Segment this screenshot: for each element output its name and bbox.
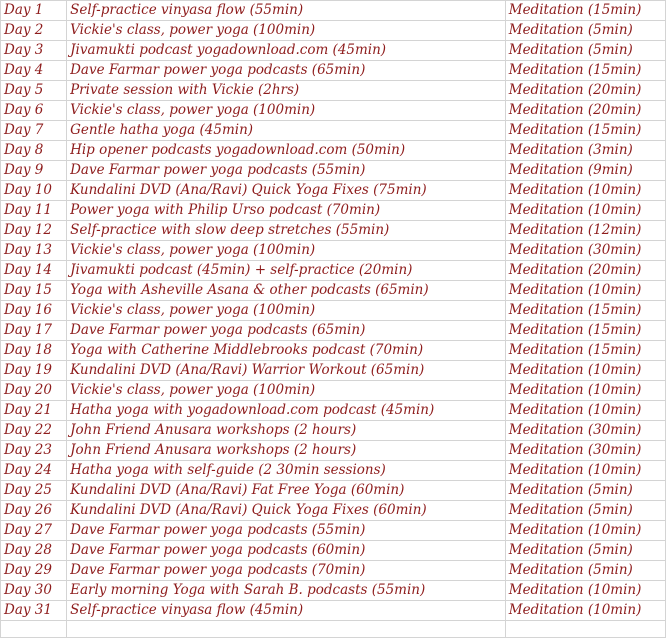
meditation-cell[interactable]: Meditation (20min) xyxy=(505,81,665,101)
table-row xyxy=(1,201,666,221)
table-row xyxy=(1,381,666,401)
meditation-cell[interactable]: Meditation (15min) xyxy=(505,341,665,361)
day-cell[interactable]: Day 16 xyxy=(1,301,67,321)
table-row xyxy=(1,441,666,461)
activity-cell[interactable]: Yoga with Catherine Middlebrooks podcast (70min) xyxy=(67,341,506,361)
activity-cell[interactable]: Jivamukti podcast (45min) + self-practice (20min) xyxy=(67,261,506,281)
table-row xyxy=(1,361,666,381)
activity-cell[interactable]: Vickie's class, power yoga (100min) xyxy=(67,101,506,121)
meditation-cell[interactable]: Meditation (10min) xyxy=(505,281,665,301)
table-row xyxy=(1,301,666,321)
day-cell[interactable]: Day 1 xyxy=(1,1,67,21)
table-row xyxy=(1,141,666,161)
activity-cell[interactable]: Self-practice vinyasa flow (55min) xyxy=(67,1,506,21)
meditation-cell[interactable]: Meditation (5min) xyxy=(505,481,665,501)
meditation-cell[interactable]: Meditation (10min) xyxy=(505,181,665,201)
meditation-cell[interactable]: Meditation (9min) xyxy=(505,161,665,181)
activity-cell[interactable]: Dave Farmar power yoga podcasts (55min) xyxy=(67,161,506,181)
grid-body xyxy=(1,1,666,638)
activity-cell[interactable]: Jivamukti podcast yogadownload.com (45min) xyxy=(67,41,506,61)
day-cell[interactable]: Day 19 xyxy=(1,361,67,381)
day-cell[interactable]: Day 27 xyxy=(1,521,67,541)
day-cell[interactable]: Day 29 xyxy=(1,561,67,581)
day-cell[interactable]: Day 22 xyxy=(1,421,67,441)
activity-cell[interactable]: Power yoga with Philip Urso podcast (70min) xyxy=(67,201,506,221)
table-row xyxy=(1,601,666,621)
activity-cell[interactable]: Self-practice with slow deep stretches (55min) xyxy=(67,221,506,241)
table-row xyxy=(1,521,666,541)
activity-cell[interactable]: John Friend Anusara workshops (2 hours) xyxy=(67,421,506,441)
day-cell[interactable]: Day 28 xyxy=(1,541,67,561)
activity-cell[interactable]: Dave Farmar power yoga podcasts (60min) xyxy=(67,541,506,561)
activity-cell[interactable]: Hatha yoga with self-guide (2 30min sessions) xyxy=(67,461,506,481)
activity-cell[interactable]: Hatha yoga with yogadownload.com podcast (45min) xyxy=(67,401,506,421)
meditation-cell[interactable]: Meditation (15min) xyxy=(505,301,665,321)
activity-cell[interactable]: Dave Farmar power yoga podcasts (65min) xyxy=(67,321,506,341)
meditation-cell[interactable]: Meditation (10min) xyxy=(505,401,665,421)
activity-cell[interactable]: Dave Farmar power yoga podcasts (65min) xyxy=(67,61,506,81)
empty-cell[interactable] xyxy=(1,621,67,638)
day-cell[interactable]: Day 7 xyxy=(1,121,67,141)
activity-cell[interactable]: Vickie's class, power yoga (100min) xyxy=(67,381,506,401)
day-cell[interactable]: Day 5 xyxy=(1,81,67,101)
empty-row xyxy=(1,621,666,638)
activity-cell[interactable]: Private session with Vickie (2hrs) xyxy=(67,81,506,101)
table-row xyxy=(1,21,666,41)
activity-cell[interactable]: Kundalini DVD (Ana/Ravi) Quick Yoga Fixes (75min) xyxy=(67,181,506,201)
activity-cell[interactable]: Early morning Yoga with Sarah B. podcasts (55min) xyxy=(67,581,506,601)
activity-cell[interactable]: Dave Farmar power yoga podcasts (70min) xyxy=(67,561,506,581)
table-row xyxy=(1,281,666,301)
day-cell[interactable]: Day 3 xyxy=(1,41,67,61)
table-row xyxy=(1,221,666,241)
meditation-cell[interactable]: Meditation (10min) xyxy=(505,601,665,621)
day-cell[interactable]: Day 11 xyxy=(1,201,67,221)
table-row xyxy=(1,181,666,201)
meditation-cell[interactable]: Meditation (10min) xyxy=(505,461,665,481)
table-row xyxy=(1,101,666,121)
table-row xyxy=(1,501,666,521)
table-row xyxy=(1,61,666,81)
meditation-cell[interactable]: Meditation (10min) xyxy=(505,581,665,601)
meditation-cell[interactable]: Meditation (10min) xyxy=(505,361,665,381)
day-cell[interactable]: Day 13 xyxy=(1,241,67,261)
meditation-cell[interactable]: Meditation (5min) xyxy=(505,561,665,581)
day-cell[interactable]: Day 26 xyxy=(1,501,67,521)
day-cell[interactable]: Day 24 xyxy=(1,461,67,481)
table-row xyxy=(1,121,666,141)
table-row xyxy=(1,261,666,281)
activity-cell[interactable]: Gentle hatha yoga (45min) xyxy=(67,121,506,141)
meditation-cell[interactable]: Meditation (30min) xyxy=(505,441,665,461)
day-cell[interactable]: Day 9 xyxy=(1,161,67,181)
table-row xyxy=(1,41,666,61)
activity-cell[interactable]: Kundalini DVD (Ana/Ravi) Quick Yoga Fixes (60min) xyxy=(67,501,506,521)
activity-cell[interactable]: Vickie's class, power yoga (100min) xyxy=(67,241,506,261)
meditation-cell[interactable]: Meditation (10min) xyxy=(505,521,665,541)
table-row xyxy=(1,561,666,581)
meditation-cell[interactable]: Meditation (12min) xyxy=(505,221,665,241)
table-row xyxy=(1,461,666,481)
table-row xyxy=(1,241,666,261)
meditation-cell[interactable]: Meditation (3min) xyxy=(505,141,665,161)
meditation-cell[interactable]: Meditation (5min) xyxy=(505,541,665,561)
empty-cell[interactable] xyxy=(505,621,665,638)
meditation-cell[interactable]: Meditation (30min) xyxy=(505,241,665,261)
table-row xyxy=(1,1,666,21)
day-cell[interactable]: Day 2 xyxy=(1,21,67,41)
meditation-cell[interactable]: Meditation (5min) xyxy=(505,501,665,521)
day-cell[interactable]: Day 25 xyxy=(1,481,67,501)
meditation-cell[interactable]: Meditation (15min) xyxy=(505,321,665,341)
activity-cell[interactable]: Dave Farmar power yoga podcasts (55min) xyxy=(67,521,506,541)
day-cell[interactable]: Day 23 xyxy=(1,441,67,461)
day-cell[interactable]: Day 15 xyxy=(1,281,67,301)
meditation-cell[interactable]: Meditation (15min) xyxy=(505,61,665,81)
table-row xyxy=(1,341,666,361)
activity-cell[interactable]: Kundalini DVD (Ana/Ravi) Fat Free Yoga (60min) xyxy=(67,481,506,501)
meditation-cell[interactable]: Meditation (5min) xyxy=(505,41,665,61)
day-cell[interactable]: Day 31 xyxy=(1,601,67,621)
table-row xyxy=(1,401,666,421)
table-row xyxy=(1,541,666,561)
activity-cell[interactable]: Hip opener podcasts yogadownload.com (50min) xyxy=(67,141,506,161)
table-row xyxy=(1,161,666,181)
day-cell[interactable]: Day 21 xyxy=(1,401,67,421)
table-row xyxy=(1,481,666,501)
meditation-cell[interactable]: Meditation (15min) xyxy=(505,1,665,21)
table-row xyxy=(1,81,666,101)
meditation-cell[interactable]: Meditation (5min) xyxy=(505,21,665,41)
day-cell[interactable]: Day 8 xyxy=(1,141,67,161)
meditation-cell[interactable]: Meditation (30min) xyxy=(505,421,665,441)
activity-cell[interactable]: Yoga with Asheville Asana & other podcasts (65min) xyxy=(67,281,506,301)
activity-cell[interactable]: Self-practice vinyasa flow (45min) xyxy=(67,601,506,621)
day-cell[interactable]: Day 17 xyxy=(1,321,67,341)
meditation-cell[interactable]: Meditation (20min) xyxy=(505,261,665,281)
day-cell[interactable]: Day 6 xyxy=(1,101,67,121)
empty-cell[interactable] xyxy=(67,621,506,638)
day-cell[interactable]: Day 12 xyxy=(1,221,67,241)
day-cell[interactable]: Day 20 xyxy=(1,381,67,401)
meditation-cell[interactable]: Meditation (10min) xyxy=(505,381,665,401)
activity-cell[interactable]: Vickie's class, power yoga (100min) xyxy=(67,21,506,41)
meditation-cell[interactable]: Meditation (20min) xyxy=(505,101,665,121)
activity-cell[interactable]: Kundalini DVD (Ana/Ravi) Warrior Workout (65min) xyxy=(67,361,506,381)
table-row xyxy=(1,421,666,441)
day-cell[interactable]: Day 4 xyxy=(1,61,67,81)
day-cell[interactable]: Day 14 xyxy=(1,261,67,281)
day-cell[interactable]: Day 10 xyxy=(1,181,67,201)
table-row xyxy=(1,321,666,341)
day-cell[interactable]: Day 18 xyxy=(1,341,67,361)
meditation-cell[interactable]: Meditation (15min) xyxy=(505,121,665,141)
activity-cell[interactable]: John Friend Anusara workshops (2 hours) xyxy=(67,441,506,461)
day-cell[interactable]: Day 30 xyxy=(1,581,67,601)
meditation-cell[interactable]: Meditation (10min) xyxy=(505,201,665,221)
activity-cell[interactable]: Vickie's class, power yoga (100min) xyxy=(67,301,506,321)
table-row xyxy=(1,581,666,601)
